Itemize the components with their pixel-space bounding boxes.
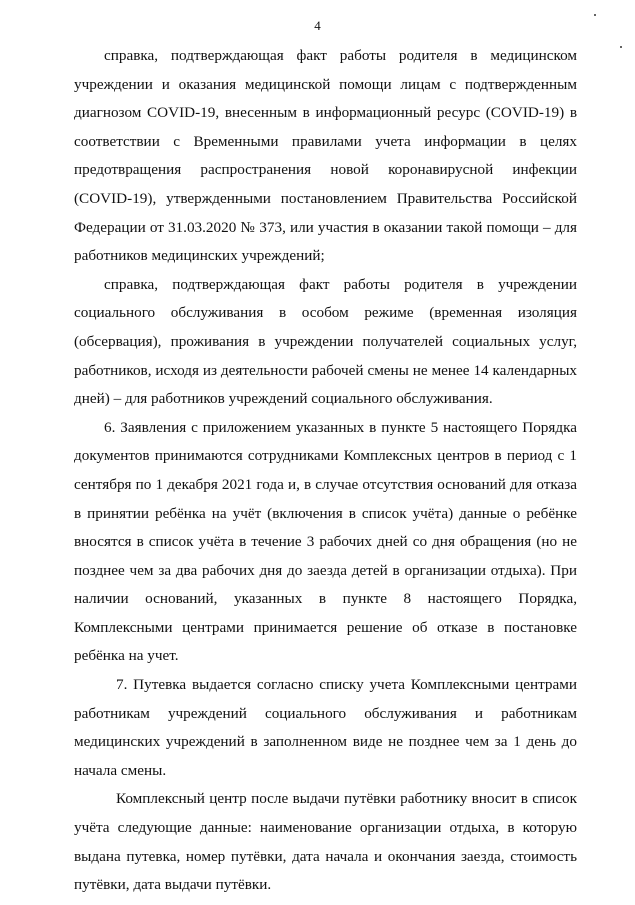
page-number: 4 [314, 18, 321, 33]
paragraph-clause-7: 7. Путевка выдается согласно списку учета Комплексными центрами работникам учреждений социального обслуживания и работникам медицинских учреждений в заполненном виде не позднее чем за 1 день до начала смены. [74, 676, 577, 779]
scan-speck [594, 14, 596, 16]
paragraph-medical-certificate: справка, подтверждающая факт работы родителя в медицинском учреждении и оказания медицинской помощи лицам с подтвержденным диагнозом COVID-19, внесенным в информационный ресурс (COVID-19) в соответствии с Временными правилами учета информации в целях предотвращения распространения новой коронавирусной инфекции (COVID-19), утвержденными постановлением Правительства Российской Федерации от 31.03.2020 № 373, или участия в оказании такой помощи – для работников медицинских учреждений; [74, 47, 577, 265]
document-body [74, 42, 577, 900]
paragraph-complex-center: Комплексный центр после выдачи путёвки работнику вносит в список учёта следующие данные: наименование организации отдыха, в которую выдана путевка, номер путёвки, дата начала и окончания заезда, стоимость путёвки, дата выдачи путёвки. [74, 790, 577, 894]
paragraph-social-certificate: справка, подтверждающая факт работы родителя в учреждении социального обслуживания в особом режиме (временная изоляция (обсервация), проживания в учреждении получателей социальных услуг, работников, исходя из деятельности рабочей смены не менее 14 календарных дней) – для работников учреждений социального обслуживания. [74, 275, 577, 408]
paragraph-clause-6: 6. Заявления с приложением указанных в пункте 5 настоящего Порядка документов принимаются сотрудниками Комплексных центров в период с 1 сентября по 1 декабря 2021 года и, в случае отсутствия оснований для отказа в принятии ребёнка на учёт (включения в список учёта) данные о ребёнке вносятся в список учёта в течение 3 рабочих дней со дня обращения (но не позднее чем за два рабочих дня до заезда детей в организации отдыха). При наличии оснований, указанных в пункте 8 настоящего Порядка, Комплексными центрами принимается решение об отказе в постановке ребёнка на учет. [74, 418, 577, 665]
scan-speck [620, 46, 622, 48]
